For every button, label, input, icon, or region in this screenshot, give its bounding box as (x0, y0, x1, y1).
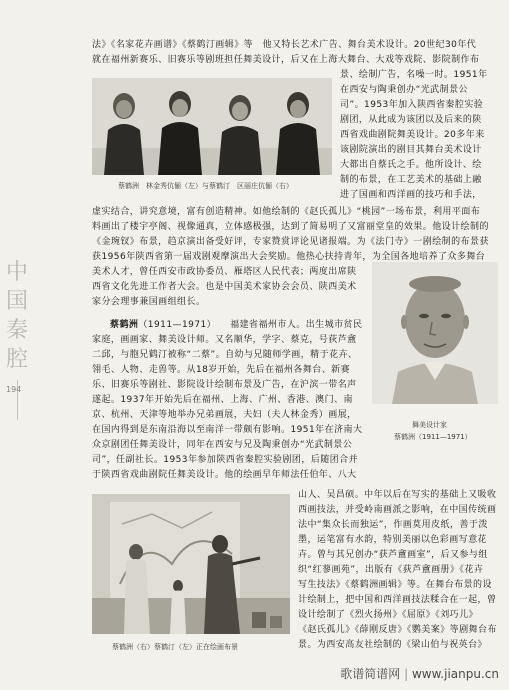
text-line: 乐、旧赛乐等剧社、影院设计绘制布景及广告，在沪滨一带名声 (92, 380, 357, 390)
text-line: 西省文化先进工作者大会。也是中国美术家协会会员、陕西美术 (92, 282, 357, 292)
text-line: 设计绘制了《烈火扬州》《屈原》《刘巧儿》 (298, 610, 479, 620)
side-title-vertical (4, 258, 30, 420)
text-line: 织“红蓼画苑”，出版有《荻芦盦画册》《花卉 (298, 565, 484, 575)
group-photo-caption: 蔡鹤洲 林金秀伉俪（左）与蔡鹤汀 区丽庄伉俪（右） (118, 182, 293, 190)
text-line: 《金琬钗》布景，趋京演出备受好评，专家赞赏评论见诸报端。为《法门寺》一剧绘制的布景获 (92, 237, 489, 247)
text-line: 家分会理事兼国画组组长。 (92, 297, 206, 307)
text-line: 京、杭州、天津等地举办兄弟画展，夫妇（夫人林金秀）画展， (92, 410, 357, 420)
text-line: 获1956年陕西省第一届戏剧观摩演出大会奖励。他热心扶持青年，为全国各地培养了众多舞台 (92, 252, 486, 262)
text-line: 美术人才，曾任西安市政协委员、雁塔区人民代表；两度出席陕 (92, 267, 357, 277)
text-line: 法中“集众长而独运”，作画莫用皮纸，善于泼 (298, 520, 488, 530)
text-line: 卉。曾与其兄创办“获芦盦画室”，后又参与组 (298, 550, 488, 560)
text-line: 墨，运笔富有水韵，特别美丽以色彩画写意花 (298, 535, 488, 545)
group-photo (92, 78, 332, 175)
text-line: 司”，任副社长。1953年参加陕西省秦腔实验剧团，后随团合并 (92, 455, 359, 465)
side-title-char: 腔 (5, 347, 28, 372)
text-line: 众京剧团任舞美设计，同年在西安与兄及陶秉创办“光武制景公 (92, 440, 353, 450)
portrait-photo-image (372, 262, 498, 404)
text-line: 山人、吴昌硕。中年以后在写实的基础上又吸收 (298, 490, 497, 500)
side-title-char: 国 (5, 289, 28, 314)
portrait-photo (372, 262, 498, 404)
text-line: 料画出了楼宇亭阁、视像通真，立体感极强，达到了简易明了又富丽堂皇的效果。他设计绘制的 (92, 222, 489, 232)
watermark-separator: | (404, 667, 409, 681)
text-line: 《赵氏孤儿》《薛刚反唐》《鹦美案》等剧舞台布 (298, 625, 497, 635)
text-line: 法》《名家花卉画谱》《蔡鹤汀画辑》等 他又特长艺术广告、舞台美术设计。20世纪30年代 (92, 40, 477, 50)
text-line: 就在福州新赛乐、旧赛乐等剧班担任舞美设计，后又在上海大舞台、大戏等戏院、影院制作布 (92, 55, 480, 65)
text-line: 景。为西安高友社绘制的《梁山伯与祝英台》 (298, 640, 488, 650)
bio-name: 蔡鹤洲 (110, 320, 139, 330)
text-line: 写生技法》《蔡鹤洲画辑》等。在舞台布景的设 (298, 580, 492, 590)
side-title-char: 中 (5, 260, 28, 285)
side-title-char: 秦 (5, 318, 28, 343)
watermark-url: www.jianpu.cn (411, 667, 499, 681)
text-line: 二邱，与胞兄鹤汀被称“二蔡”。自幼与兄随师学画，精于花卉、 (92, 350, 358, 360)
text-line: 在西安与陶秉创办“光武制景公 (340, 85, 468, 95)
page-number: 194 (6, 385, 22, 394)
text-line: 虚实结合，讲究意境，富有创造精神。如他绘制的《赵氏孤儿》“桃园”一场布景，利用平面布 (92, 207, 481, 217)
text-line: 进了国画和西洋画的技巧和手法， (340, 190, 482, 200)
text-line: 遂起。1937年开始先后在福州、上海、广州、香港、澳门、南 (92, 395, 353, 405)
text-line: 西省戏曲剧院舞美设计。20多年来 (340, 130, 485, 140)
group-photo-image (92, 78, 332, 175)
text-line: 大都出自蔡氏之手。他所设计、绘 (340, 160, 482, 170)
text-line: 景、绘制广告，名噪一时。1951年 (340, 70, 488, 80)
working-photo-image (92, 494, 290, 634)
text-line: 剧团，从此成为该团以及后来的陕 (340, 115, 482, 125)
text-line: 司”。1953年加入陕西省秦腔实验 (340, 100, 484, 110)
working-photo (92, 494, 290, 634)
portrait-caption-name: 蔡鹤洲（1911—1971） (394, 433, 472, 441)
watermark-site-name: 歌谱简谱网 (340, 667, 401, 681)
text-line: 西画技法，并受岭南画派之影响，在中国传统画 (298, 505, 497, 515)
bio-years: （1911—1971） (138, 320, 217, 330)
portrait-caption-title: 舞美设计家 (412, 421, 447, 429)
text-line: 家庭，画画家、舞美设计师。又名顺华，学字、蔡克，号荻芦盦 (92, 335, 357, 345)
bio-first-line-text: 福建省福州市人。出生城市贫民 (230, 320, 363, 330)
text-line: 于陕西省戏曲剧院任舞美设计。他的绘画早年师法任伯年、八大 (92, 470, 357, 480)
text-line: 该剧院演出的剧目其舞台美术设计 (340, 145, 482, 155)
text-line: 翎毛、人物、走兽等。从18岁开始，先后在福州各舞台、新赛 (92, 365, 351, 375)
text-line: 计绘制上，把中国和西洋画技法糅合在一起，曾 (298, 595, 497, 605)
working-photo-caption: 蔡鹤洲（右）蔡鹤汀（左）正在绘画布景 (112, 643, 238, 651)
text-line: 制的布景，在工艺美术的基础上融 (340, 175, 482, 185)
text-line: 在国内得到是东南沿海以至南洋一带颇有影响。1951年在济南大 (92, 425, 363, 435)
site-watermark[interactable] (340, 665, 499, 682)
bio-first-line (110, 318, 362, 333)
